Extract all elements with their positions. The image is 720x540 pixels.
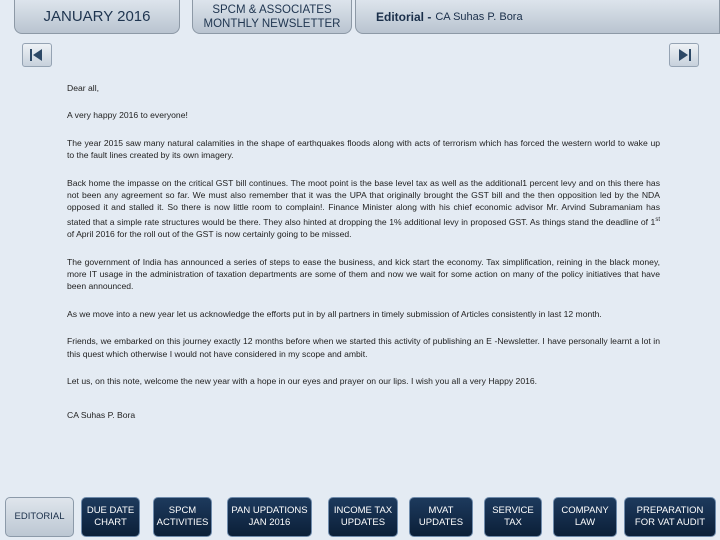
issue-date <box>14 0 180 34</box>
nav-label-line2: ACTIVITIES <box>156 517 209 528</box>
section-navigation <box>0 497 720 540</box>
nav-label-line1: COMPANY <box>561 505 609 516</box>
nav-label-line1: INCOME TAX <box>333 505 393 516</box>
nav-due-date-chart[interactable] <box>81 497 140 537</box>
newsletter-title-line1: SPCM & ASSOCIATES <box>212 3 332 16</box>
nav-label-line1: SPCM <box>168 505 197 516</box>
previous-page-button[interactable] <box>22 43 52 67</box>
paragraph-1: A very happy 2016 to everyone! <box>67 110 188 121</box>
issue-date-text: JANUARY 2016 <box>43 8 151 25</box>
next-page-button[interactable] <box>669 43 699 67</box>
newsletter-title-line2: MONTHLY NEWSLETTER <box>203 17 341 30</box>
arrow-left-icon <box>30 48 44 62</box>
signature: CA Suhas P. Bora <box>67 410 136 421</box>
paragraph-2: The year 2015 saw many natural calamities in the shape of earthquakes floods along with acts of terrorism which has forced the western world to wake up to the fault lines created by its own imagery. <box>67 137 660 161</box>
section-label: Editorial - <box>376 9 432 24</box>
nav-label-line1: PAN UPDATIONS <box>231 505 308 516</box>
paragraph-3-text-b: of April 2016 for the roll out of the GST is now certainly going to be missed. <box>67 229 352 240</box>
nav-income-tax-updates[interactable] <box>328 497 398 537</box>
newsletter-title <box>192 0 352 34</box>
nav-label-line1: PREPARATION <box>636 505 704 516</box>
nav-label-line1: DUE DATE <box>86 505 135 516</box>
section-author: CA Suhas P. Bora <box>435 10 523 23</box>
nav-label-line2: FOR VAT AUDIT <box>634 517 706 528</box>
editorial-letter <box>67 82 660 430</box>
nav-editorial[interactable] <box>5 497 74 537</box>
nav-label-line2: UPDATES <box>340 517 386 528</box>
paragraph-4: The government of India has announced a series of steps to ease the business, and kick start the economy. Tax simplification, reining in the black money, more IT usage in the administration of taxation departments are some of them and now we wait for some action on many of the policy initiatives that have been announced. <box>67 256 660 292</box>
nav-label-line2: TAX <box>504 517 522 528</box>
nav-spcm-activities[interactable] <box>153 497 212 537</box>
nav-label-line2: JAN 2016 <box>248 517 291 528</box>
nav-preparation-vat-audit[interactable] <box>624 497 716 537</box>
arrow-right-icon <box>677 48 691 62</box>
nav-mvat-updates[interactable] <box>409 497 473 537</box>
nav-service-tax[interactable] <box>484 497 542 537</box>
paragraph-6: Friends, we embarked on this journey exactly 12 months before when we started this activity of publishing an E -Newsletter. I have personally learnt a lot in this quest which otherwise I would not have considered in my scope and ambit. <box>67 336 660 359</box>
paragraph-3 <box>67 177 660 241</box>
nav-label: EDITORIAL <box>14 511 65 522</box>
nav-label-line1: SERVICE <box>492 505 534 516</box>
paragraph-7: Let us, on this note, welcome the new year with a hope in our eyes and prayer on our lips. I wish you all a very Happy 2016. <box>67 375 538 386</box>
nav-label-line2: LAW <box>574 517 596 528</box>
paragraph-5: As we move into a new year let us acknowledge the efforts put in by all partners in timely submission of Articles consistently in last 12 month. <box>67 308 602 319</box>
nav-company-law[interactable] <box>553 497 617 537</box>
ordinal-suffix: st <box>655 216 660 223</box>
nav-label-line2: CHART <box>94 517 127 528</box>
nav-label-line2: UPDATES <box>418 517 464 528</box>
paragraph-3-text-a: Back home the impasse on the critical GST bill continues. The moot point is the base level tax as well as the additional1 percent levy and on this there has not been any agreement so far. We must also remember that it was the UPA that originally brought the GST bill and the then opposition led by the NDA opposed it and stalled it. So there is now little room to complain!. Finance Minister along with his chief economic advisor Mr. Arvind Subramaniam has stated that a simple rate structures would be there. They also hinted at dropping the 1% additional levy in proposed GST. As things stand the deadline of 1 <box>67 177 660 227</box>
nav-label-line1: MVAT <box>428 505 454 516</box>
salutation: Dear all, <box>67 83 99 93</box>
nav-pan-updations[interactable] <box>227 497 312 537</box>
section-header <box>355 0 720 34</box>
